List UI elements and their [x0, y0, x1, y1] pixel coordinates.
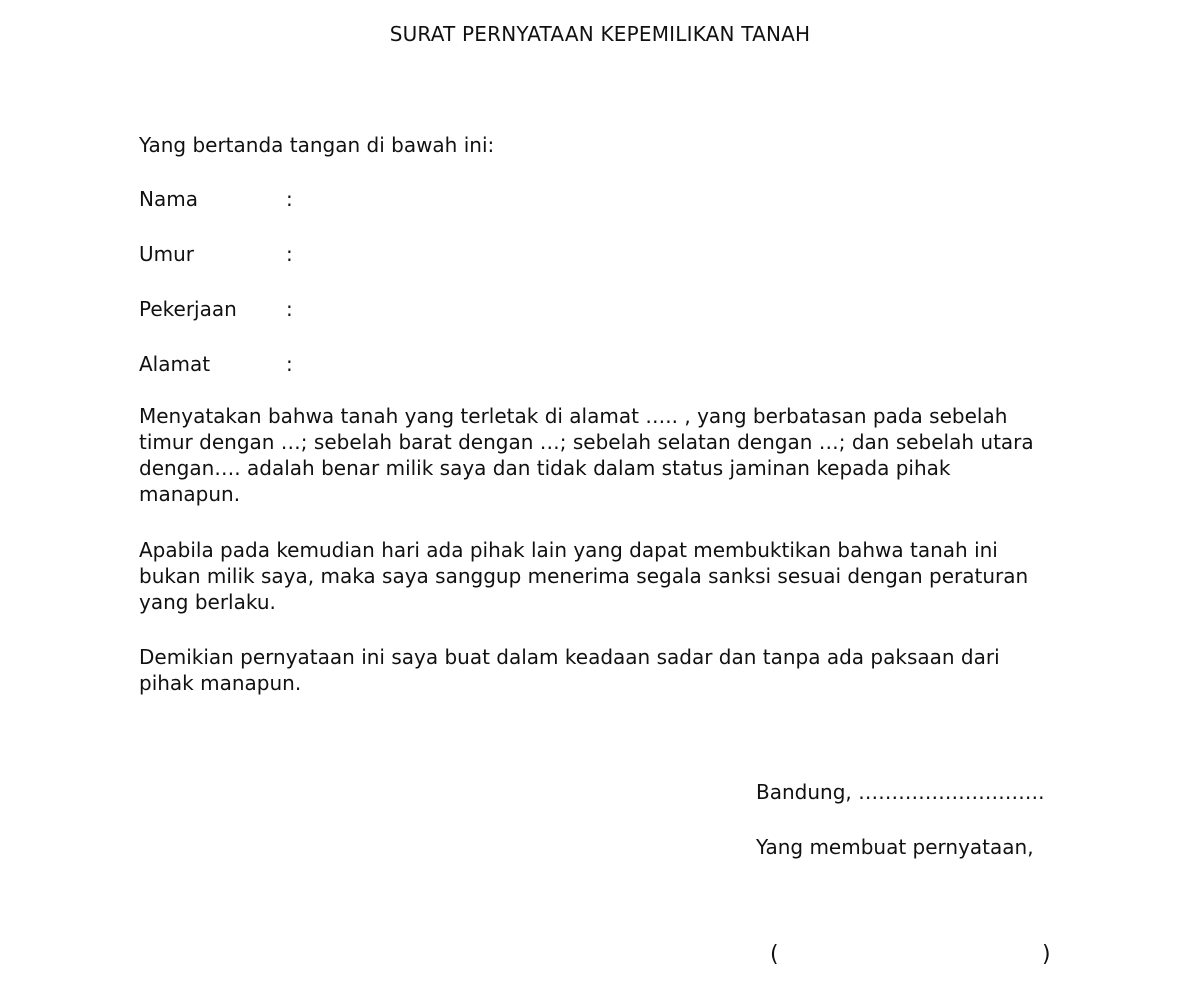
field-label-nama: Nama: [139, 187, 198, 211]
paragraph-closing: Demikian pernyataan ini saya buat dalam keadaan sadar dan tanpa ada paksaan dari pihak manapun.: [139, 645, 1000, 695]
field-colon: :: [286, 352, 293, 376]
signature-paren-open: (: [770, 942, 779, 967]
paragraph-statement: Menyatakan bahwa tanah yang terletak di alamat ….. , yang berbatasan pada sebelah timur dengan …; sebelah barat dengan …; sebelah selatan dengan …; dan sebelah utara dengan…. adalah benar milik saya dan tidak dalam status jaminan kepada pihak manapun.: [139, 404, 1034, 506]
identity-fields: [139, 187, 539, 407]
field-label-umur: Umur: [139, 242, 195, 266]
field-row-nama: [139, 187, 539, 242]
field-row-alamat: [139, 352, 539, 407]
field-colon: :: [286, 187, 293, 211]
signature-place-date: Bandung, ……………………….: [756, 780, 1045, 804]
document-title: SURAT PERNYATAAN KEPEMILIKAN TANAH: [389, 22, 811, 46]
signature-label: Yang membuat pernyataan,: [756, 835, 1034, 859]
field-label-pekerjaan: Pekerjaan: [139, 297, 237, 321]
field-row-umur: [139, 242, 539, 297]
signature-paren-close: ): [1042, 942, 1051, 967]
field-label-alamat: Alamat: [139, 352, 211, 376]
field-colon: :: [286, 297, 293, 321]
field-row-pekerjaan: [139, 297, 539, 352]
intro-text: Yang bertanda tangan di bawah ini:: [139, 133, 495, 157]
field-colon: :: [286, 242, 293, 266]
paragraph-liability: Apabila pada kemudian hari ada pihak lain yang dapat membuktikan bahwa tanah ini bukan milik saya, maka saya sanggup menerima segala sanksi sesuai dengan peraturan yang berlaku.: [139, 538, 1029, 614]
